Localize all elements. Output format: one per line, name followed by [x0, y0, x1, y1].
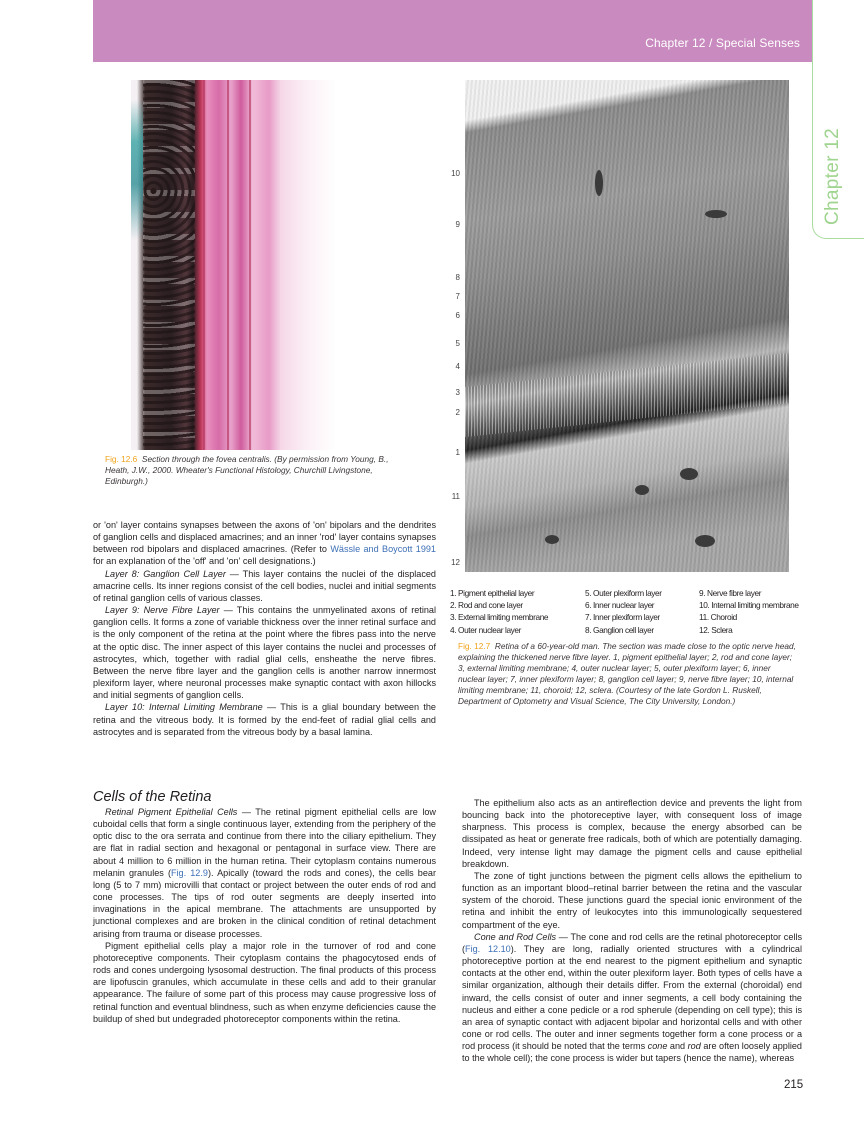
figure-12-7-caption — [458, 641, 798, 707]
header-band — [93, 0, 812, 62]
paragraph: The epithelium also acts as an antireflection device and prevents the light from bouncing back into the photoreceptive layer, with consequent loss of image sharpness. This process is complex, because the energy absorbed can be dissipated as heat or generate free radicals, both of which are potentially damaging. Indeed, very intense light may damage the pigment cells and cause epithelial breakdown. — [462, 798, 802, 869]
figure-12-6-pigment-layer — [143, 80, 195, 450]
legend-item: 10. Internal limiting membrane — [699, 600, 799, 611]
legend-column — [699, 587, 799, 636]
layer-marker: 12 — [451, 558, 460, 567]
text: for an explanation of the 'off' and 'on' cell designations.) — [93, 556, 316, 567]
chapter-side-tab-label: Chapter 12 — [822, 127, 843, 225]
reference-link[interactable]: Wässle and Boycott 1991 — [330, 544, 436, 555]
figure-12-6-image — [131, 80, 398, 450]
figure-12-7-vessel — [705, 210, 727, 218]
legend-item: 1. Pigment epithelial layer — [450, 588, 535, 598]
figure-12-7-texture — [465, 80, 789, 572]
legend-column — [450, 587, 548, 636]
paragraph — [462, 931, 802, 1065]
figure-12-7-vessel — [635, 485, 649, 495]
caption-text: Section through the fovea centralis. (By permission from Young, B., Heath, J.W., 2000. Wheater's Functional Histology, Churchill Livingstone, Edinburgh.) — [105, 454, 389, 486]
paragraph — [93, 806, 436, 940]
page-number: 215 — [784, 1079, 804, 1091]
run-in-heading: Layer 9: Nerve Fibre Layer — [105, 605, 220, 616]
figure-12-6-stripe — [227, 80, 229, 450]
text: are often loosely applied to the whole cell); the cone process is wider but tapers (hence the name), whereas — [462, 1041, 802, 1064]
figure-label: Fig. 12.7 — [458, 641, 491, 651]
emphasis: cone — [647, 1041, 668, 1052]
paragraph: The zone of tight junctions between the pigment cells allows the epithelium to function as an important blood–retinal barrier between the retina and the vascular system of the choroid. These junctions guard the special ionic environment of the retina and inhibit the entry of leukocytes into this immunologically sequestered compartment of the eye. — [462, 870, 802, 930]
text: ). Apically (toward the rods and cones), the cells bear long (5 to 7 mm) microvilli that contact or project between the outer ends of rod and cone processes. The tips of rod outer segments are deeply inserted into invaginations in the apical membrane. The attachments are unsupported by junctional complexes and are broken in the clinical condition of retinal detachment arising from trauma or disease processes. — [93, 867, 437, 939]
legend-item: 9. Nerve fibre layer — [699, 588, 762, 598]
caption-text: Retina of a 60-year-old man. The section was made close to the optic nerve head, explaining the thickened nerve fibre layer. 1, pigment epithelial layer; 2, rod and cone layer; 3, external limiting membrane; 4, outer nuclear layer; 5, outer plexiform layer; 6, inner nuclear layer; 7, inner plexiform layer; 8, ganglion cell layer; 9, nerve fibre layer; 10, internal limiting membrane; 11, choroid; 12, sclera. (Courtesy of the late Gordon L. Ruskell, Department of Optometry and Visual Science, The City University, London.) — [458, 641, 796, 706]
figure-12-6-stripe — [203, 80, 205, 450]
figure-link[interactable]: Fig. 12.10 — [465, 943, 511, 954]
layer-marker: 4 — [455, 362, 460, 371]
legend-item: 7. Inner plexiform layer — [585, 612, 660, 623]
run-in-heading: Layer 10: Internal Limiting Membrane — [105, 702, 263, 713]
text: and — [667, 1041, 688, 1052]
figure-12-7-vessel — [680, 468, 698, 480]
text: — This contains the unmyelinated axons of retinal ganglion cells. It forms a zone of variable thickness over the inner retinal surface and is the only component of the retina at the point where the fibres pass into the nerve at the optic disc. The inner aspect of this layer contains the nuclei and processes of astrocytes, which, together with radial glial cells, ensheathe the nerve fibres. Between the nerve fibre layer and the ganglion cells is another narrow innermost plexiform layer, where neuronal processes make synaptic contact with axon hillocks and initial segments of ganglion cells. — [93, 605, 436, 701]
figure-12-7-vessel — [545, 535, 559, 544]
run-in-heading: Cone and Rod Cells — [474, 931, 557, 942]
right-column — [462, 797, 802, 1064]
paragraph — [93, 604, 436, 701]
run-in-heading: Layer 8: Ganglion Cell Layer — [105, 568, 226, 579]
legend-item: 12. Sclera — [699, 624, 733, 635]
legend-item: 6. Inner nuclear layer — [585, 600, 655, 611]
figure-12-7-vessel — [695, 535, 715, 547]
legend-item: 8. Ganglion cell layer — [585, 624, 654, 635]
layer-marker: 7 — [455, 292, 460, 301]
legend-item: 5. Outer plexiform layer — [585, 588, 662, 598]
figure-12-6-teal-region — [131, 100, 143, 240]
layer-marker: 6 — [455, 311, 460, 320]
paragraph — [93, 568, 436, 604]
emphasis: rod — [687, 1041, 701, 1052]
legend-item: 3. External limiting membrane — [450, 612, 549, 623]
text: — The retinal pigment epithelial cells are low cuboidal cells that form a single continuous layer, extending from the periphery of the optic disc to the ora serrata and continue from there into the ciliary epithelium. They are flat in radial section and hexagonal or pentagonal in surface view. There are about 4 million to 6 million in the human retina. Their cytoplasm contains numerous melanin granules ( — [93, 807, 436, 878]
layer-marker: 8 — [455, 273, 460, 282]
chapter-side-tab-label-wrap — [812, 127, 862, 230]
layer-marker: 11 — [451, 492, 460, 501]
layer-marker: 2 — [455, 408, 460, 417]
figure-label: Fig. 12.6 — [105, 454, 138, 464]
figure-12-7-vessel — [595, 170, 603, 196]
left-column-lower — [93, 806, 436, 1025]
layer-marker: 5 — [455, 339, 460, 348]
legend-item: 11. Choroid — [699, 612, 737, 623]
figure-link[interactable]: Fig. 12.9 — [170, 867, 208, 878]
left-column-upper — [93, 519, 436, 738]
paragraph — [93, 701, 436, 737]
layer-marker: 10 — [451, 169, 460, 178]
legend-column — [585, 587, 662, 636]
figure-12-7-image — [465, 80, 789, 572]
figure-12-6-caption — [105, 454, 405, 487]
text: — This is a glial boundary between the retina and the vitreous body. It is formed by the end-feet of radial glial cells and astrocytes and is separated from the vitreous body by a basal lamina. — [93, 702, 436, 737]
legend-item: 2. Rod and cone layer — [450, 600, 523, 611]
text: — The cone and rod cells are the retinal photoreceptor cells ( — [462, 931, 802, 954]
run-in-heading: Retinal Pigment Epithelial Cells — [105, 807, 238, 817]
layer-marker: 1 — [455, 448, 460, 457]
running-head: Chapter 12 / Special Senses — [645, 36, 800, 50]
paragraph: Pigment epithelial cells play a major role in the turnover of rod and cone photoreceptive components. Their cytoplasm contains the phagocytosed ends of rods and cones undergoing lysosomal destruction. The final products of this process are lipofuscin granules, which accumulate in these cells and add to their granular appearance. The failure of some part of this process may cause progressive loss of retinal function and eventual blindness, such as when enzyme deficiencies cause the buildup of shed but undegraded photoreceptor components within the retina. — [93, 940, 436, 1024]
text: or 'on' layer contains synapses between the axons of 'on' bipolars and the dendrites of ganglion cells and displaced amacrines; and an inner 'rod' layer contains synapses between rod bipolars and displaced amacrines. (Refer to — [93, 520, 436, 555]
legend-item: 4. Outer nuclear layer — [450, 624, 521, 635]
text: — This layer contains the nuclei of the displaced amacrine cells. Its inner regions consist of the cell bodies, nuclei and initial segments of retinal ganglion cells of various classes. — [93, 568, 436, 603]
layer-marker: 9 — [455, 220, 460, 229]
layer-marker: 3 — [455, 388, 460, 397]
paragraph — [93, 519, 436, 568]
text: ). They are long, radially oriented structures with a cylindrical photoreceptive portion at the end nearest to the pigment epithelium and synaptic contacts at the other end, within the outer plexiform layer. Both types of cells have a similar organization, although their details differ. From the external (choroidal) end inward, the cells consist of outer and inner segments, a cell body containing the nucleus and either a cone pedicle or a rod spherule (depending on cell type); this is an area of synaptic contact with adjacent bipolar and horizontal cells and with other cone or rod cells. The outer and inner segments together form a cone process or a rod process (it should be noted that the terms — [462, 943, 802, 1052]
section-heading: Cells of the Retina — [93, 789, 212, 805]
figure-12-6-stripe — [249, 80, 251, 450]
